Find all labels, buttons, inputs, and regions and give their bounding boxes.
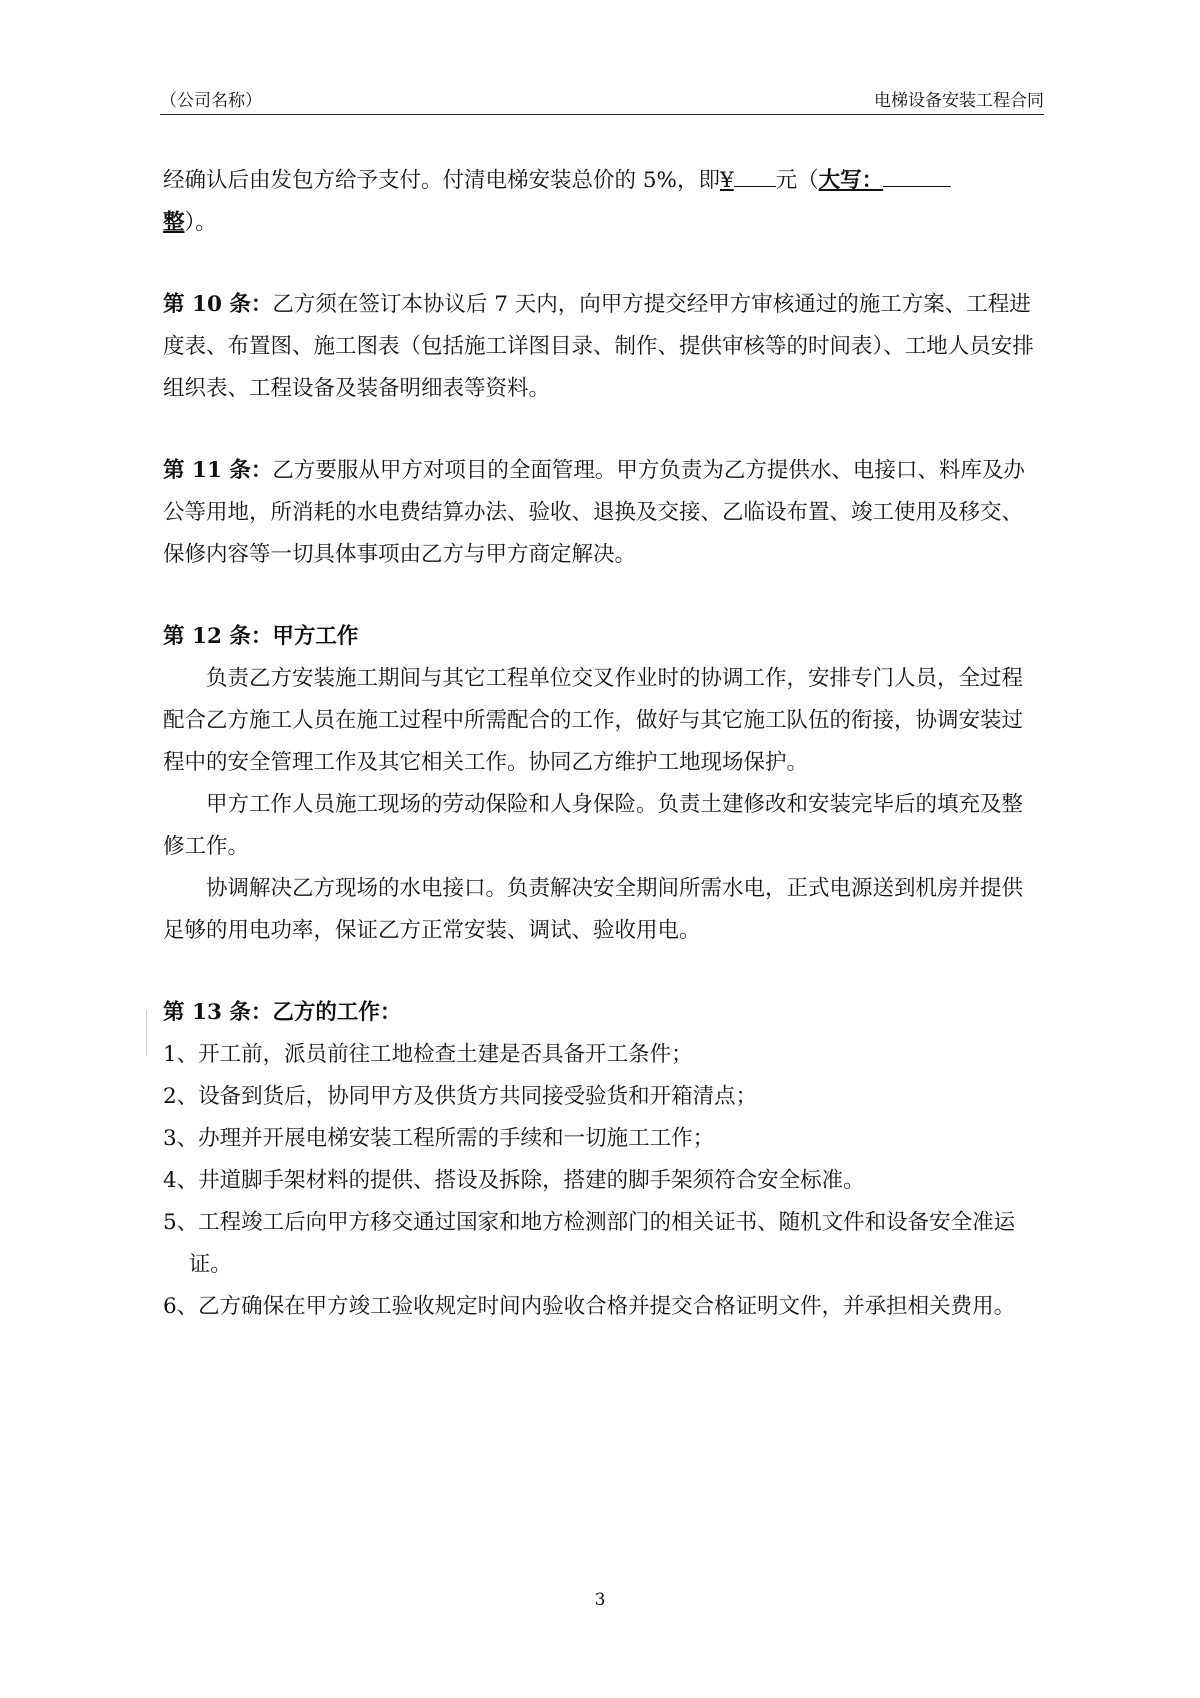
- document-title: 电梯设备安装工程合同: [874, 91, 1044, 111]
- page-number: 3: [594, 1590, 606, 1610]
- daxie-blank: [883, 164, 951, 187]
- currency-symbol: ¥: [719, 168, 734, 193]
- article-12-paragraph: 负责乙方安装施工期间与其它工程单位交叉作业时的协调工作，安排专门人员，全过程配合乙方施工人员在施工过程中所需配合的工作，做好与其它施工队伍的衔接，协调安装过程中的安全管理工作及其它相关工作。协同乙方维护工地现场保护。: [163, 666, 1024, 775]
- article-10-title: 第 10 条：: [163, 292, 273, 317]
- margin-change-bar: [146, 1010, 147, 1056]
- article-13-title: 第 13 条：乙方的工作：: [163, 1000, 402, 1025]
- document-body: [163, 160, 1043, 1328]
- zheng-label: 整: [163, 210, 185, 235]
- list-item: 6、乙方确保在甲方竣工验收规定时间内验收合格并提交合格证明文件，并承担相关费用。: [163, 1294, 1016, 1319]
- daxie-label: 大写：: [818, 168, 884, 193]
- article-12-paragraph: 甲方工作人员施工现场的劳动保险和人身保险。负责土建修改和安装完毕后的填充及整修工作。: [163, 792, 1024, 859]
- article-12-title: 第 12 条：甲方工作: [163, 624, 359, 649]
- company-name-placeholder: （公司名称）: [160, 91, 262, 111]
- article-12-paragraph: 协调解决乙方现场的水电接口。负责解决安全期间所需水电，正式电源送到机房并提供足够的用电功率，保证乙方正常安装、调试、验收用电。: [163, 876, 1024, 943]
- list-item: 1、开工前，派员前往工地检查土建是否具备开工条件；: [163, 1042, 693, 1067]
- article-11-body: 乙方要服从甲方对项目的全面管理。甲方负责为乙方提供水、电接口、料库及办公等用地，所消耗的水电费结算办法、验收、退换及交接、乙临设布置、竣工使用及移交、保修内容等一切具体事项由乙方与甲方商定解决。: [163, 458, 1025, 567]
- list-item: 2、设备到货后，协同甲方及供货方共同接受验货和开箱清点；: [163, 1084, 758, 1109]
- list-item: 4、井道脚手架材料的提供、搭设及拆除，搭建的脚手架须符合安全标准。: [163, 1168, 865, 1193]
- payment-continuation: 经确认后由发包方给予支付。付清电梯安装总价的 5%，即¥ 元（大写： 整）。: [163, 160, 1043, 244]
- page-header: [160, 84, 1044, 115]
- article-10-body: 乙方须在签订本协议后 7 天内，向甲方提交经甲方审核通过的施工方案、工程进度表、布置图、施工图表（包括施工详图目录、制作、提供审核等的时间表）、工地人员安排组织表、工程设备及装备明细表等资料。: [163, 292, 1034, 401]
- article-11-title: 第 11 条：: [163, 458, 273, 483]
- article-11: [163, 450, 1043, 576]
- list-item: 5、工程竣工后向甲方移交通过国家和地方检测部门的相关证书、随机文件和设备安全准运证。: [163, 1210, 1016, 1277]
- amount-blank: [734, 164, 776, 187]
- list-item: 3、办理并开展电梯安装工程所需的手续和一切施工工作；: [163, 1126, 715, 1151]
- article-10: [163, 284, 1043, 410]
